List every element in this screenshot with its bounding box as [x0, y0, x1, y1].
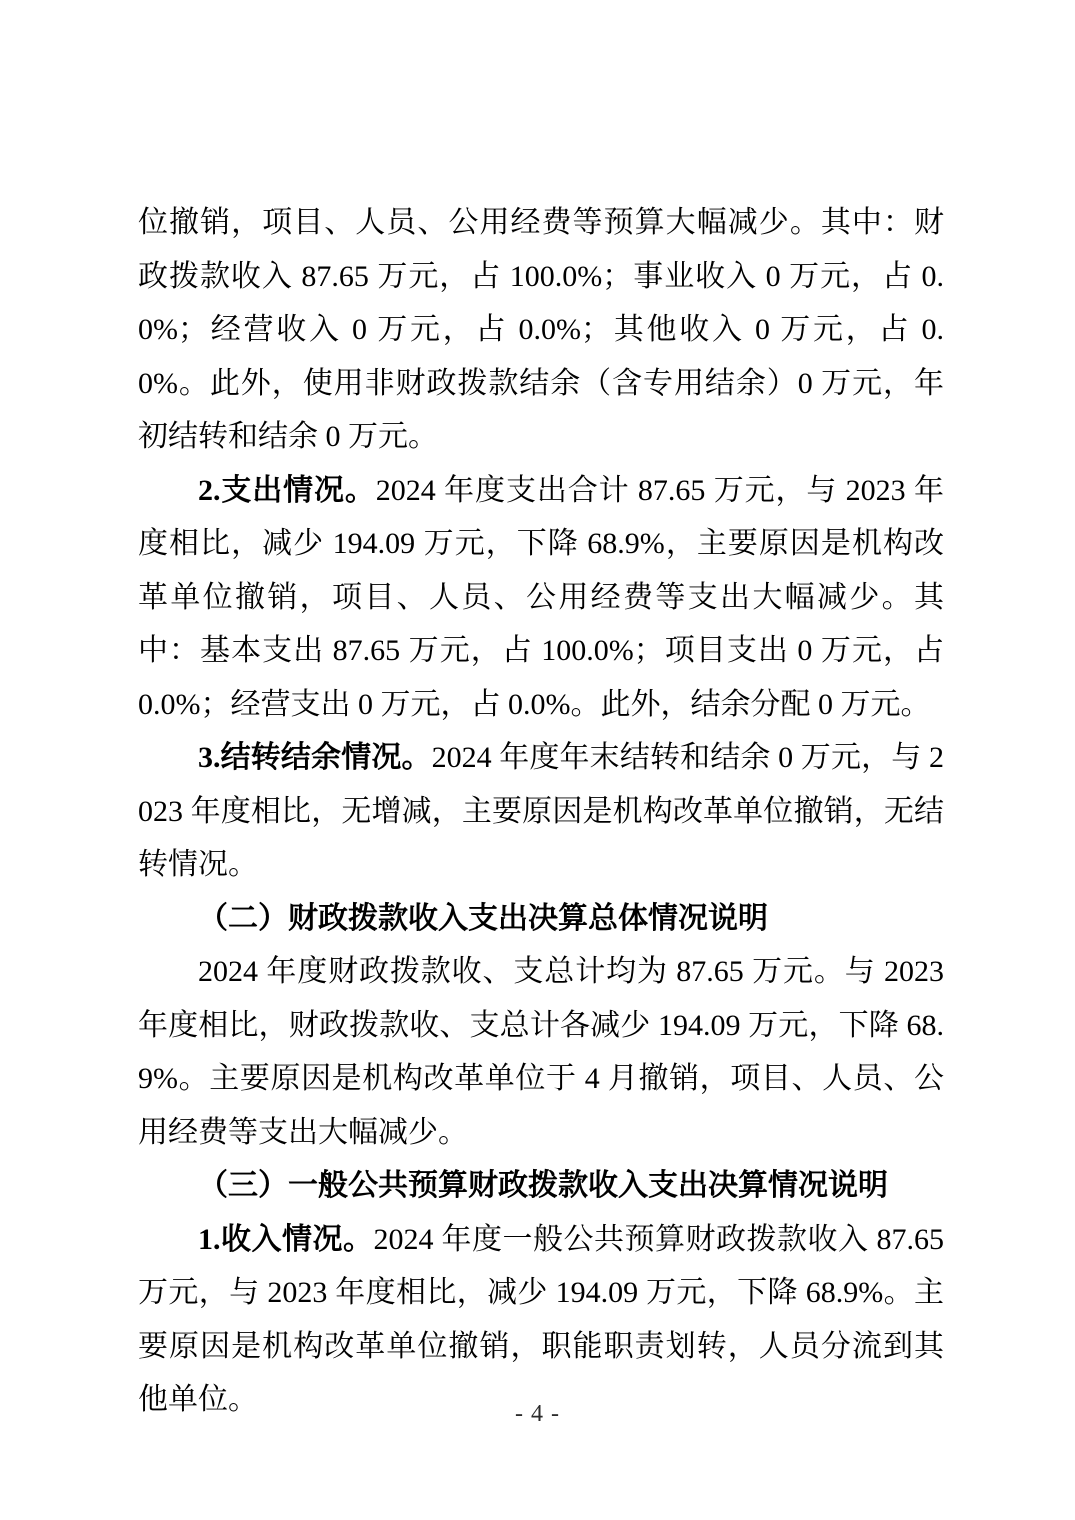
paragraph-text: 2024 年度财政拨款收、支总计均为 87.65 万元。与 2023 年度相比，财政拨款收、支总计各减少 194.09 万元，下降 68.9%。主要原因是机构改革单位于 4 月撤销，项目、人员、公用经费等支出大幅减少。	[138, 955, 944, 1149]
paragraph-carryover	[138, 731, 944, 892]
paragraph-text: 位撤销，项目、人员、公用经费等预算大幅减少。其中：财政拨款收入 87.65 万元，占 100.0%；事业收入 0 万元，占 0.0%；经营收入 0 万元，占 0.0%；其他收入 0 万元，占 0.0%。此外，使用非财政拨款结余（含专用结余）0 万元，年初结转和结余 0 万元。	[138, 206, 944, 453]
paragraph-lead: 2.支出情况。	[198, 473, 376, 507]
section-heading-3	[138, 1159, 944, 1213]
heading-text: （三）一般公共预算财政拨款收入支出决算情况说明	[198, 1169, 888, 1202]
paragraph-fiscal-total	[138, 945, 944, 1159]
paragraph-text: 2024 年度支出合计 87.65 万元，与 2023 年度相比，减少 194.09 万元，下降 68.9%，主要原因是机构改革单位撤销，项目、人员、公用经费等支出大幅减少。其中：基本支出 87.65 万元，占 100.0%；项目支出 0 万元，占 0.0%；经营支出 0 万元，占 0.0%。此外，结余分配 0 万元。	[138, 473, 945, 721]
page-number: - 4 -	[515, 1401, 560, 1427]
paragraph-expenditure	[138, 464, 944, 732]
paragraph-text: 2024 年度一般公共预算财政拨款收入 87.65 万元，与 2023 年度相比，减少 194.09 万元，下降 68.9%。主要原因是机构改革单位撤销，职能职责划转，人员分流到其他单位。	[138, 1222, 944, 1416]
page-body	[138, 196, 944, 1427]
paragraph-general-budget-income	[138, 1213, 944, 1427]
paragraph-income-breakdown	[138, 196, 944, 464]
paragraph-lead: 1.收入情况。	[198, 1222, 374, 1256]
paragraph-lead: 3.结转结余情况。	[198, 741, 432, 774]
section-heading-2	[138, 892, 944, 946]
heading-text: （二）财政拨款收入支出决算总体情况说明	[198, 901, 768, 935]
paragraph-text: 2024 年度年末结转和结余 0 万元，与 2023 年度相比，无增减，主要原因是机构改革单位撤销，无结转情况。	[138, 741, 945, 881]
